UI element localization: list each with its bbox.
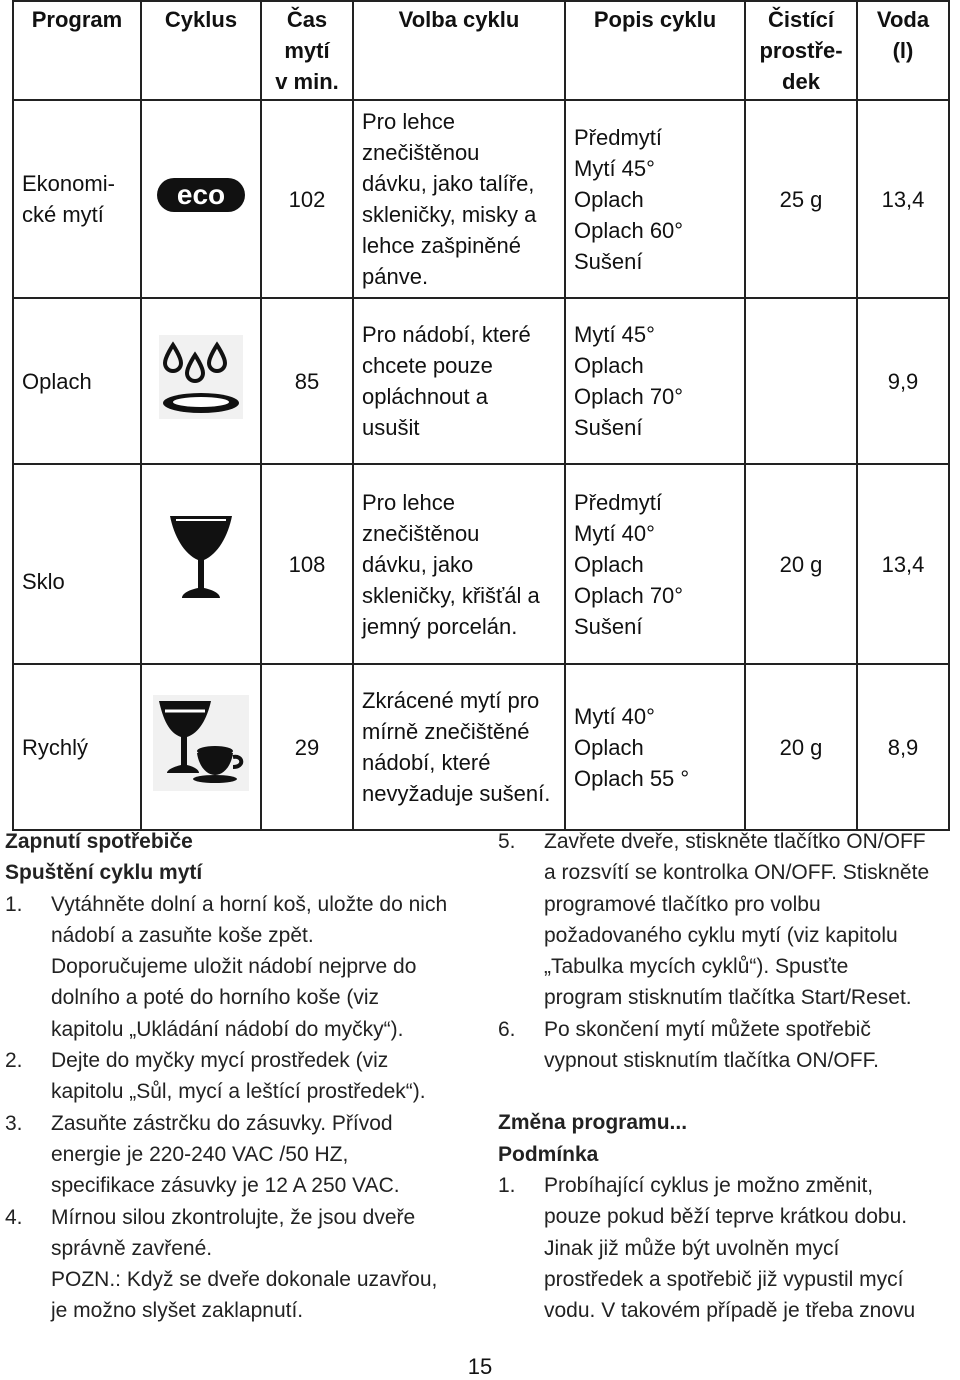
water-cell: 9,9 (857, 298, 949, 464)
header-description: Popis cyklu (565, 1, 745, 100)
detergent-cell: 20 g (745, 664, 857, 830)
list-item (498, 1014, 953, 1077)
table-header-row (13, 1, 949, 100)
description-cell: Předmytí Mytí 45° Oplach Oplach 60° Sušení (565, 100, 745, 298)
heading-change-program: Změna programu... (498, 1111, 688, 1135)
header-program: Program (13, 1, 141, 100)
eco-icon (155, 175, 247, 215)
detergent-cell: 20 g (745, 464, 857, 664)
header-choice: Volba cyklu (353, 1, 565, 100)
table-row (13, 298, 949, 464)
description-cell: Mytí 45° Oplach Oplach 70° Sušení (565, 298, 745, 464)
item-number: 4. (5, 1205, 23, 1229)
item-number: 1. (498, 1173, 516, 1197)
list-item (5, 1108, 470, 1202)
choice-cell: Pro lehce znečištěnou dávku, jako skleničky, křišťál a jemný porcelán. (353, 464, 565, 664)
water-cell: 13,4 (857, 464, 949, 664)
cycle-icon-cell (141, 298, 261, 464)
page-number: 15 (467, 1354, 493, 1379)
list-item (5, 889, 470, 1045)
program-cell: Sklo (13, 464, 141, 664)
wash-cycles-table (12, 0, 950, 831)
program-cell: Rychlý (13, 664, 141, 830)
table-row (13, 664, 949, 830)
cycle-icon-cell (141, 100, 261, 298)
item-text: Dejte do myčky mycí prostředek (viz kapitolu „Sůl, mycí a leštící prostředek“). (51, 1049, 426, 1104)
item-number: 2. (5, 1049, 23, 1073)
time-cell: 108 (261, 464, 353, 664)
list-item (498, 826, 953, 1014)
item-text: Vytáhněte dolní a horní koš, uložte do nich nádobí a zasuňte koše zpět. Doporučujeme uložit nádobí nejprve do dolního a poté do horního koše (viz kapitolu „Ukládání nádobí do myčky“). (51, 892, 448, 1041)
item-number: 3. (5, 1111, 23, 1135)
time-cell: 29 (261, 664, 353, 830)
water-cell: 13,4 (857, 100, 949, 298)
program-cell: Oplach (13, 298, 141, 464)
item-text: Mírnou silou zkontrolujte, že jsou dveře správně zavřené. (51, 1205, 416, 1260)
list-item (5, 1045, 470, 1108)
cycle-icon-cell (141, 664, 261, 830)
table-row (13, 464, 949, 664)
detergent-cell (745, 298, 857, 464)
water-drops-icon (159, 335, 243, 419)
item-text: Zasuňte zástrčku do zásuvky. Přívod energie je 220-240 VAC /50 HZ, specifikace zásuvky je 12 A 250 VAC. (51, 1111, 400, 1198)
water-cell: 8,9 (857, 664, 949, 830)
right-column (498, 826, 953, 1326)
left-column (5, 826, 470, 1327)
description-cell: Mytí 40° Oplach Oplach 55 ° (565, 664, 745, 830)
time-cell: 85 (261, 298, 353, 464)
glass-and-cup-icon (153, 695, 249, 791)
choice-cell: Pro lehce znečištěnou dávku, jako talíře, skleničky, misky a lehce zašpiněné pánve. (353, 100, 565, 298)
time-cell: 102 (261, 100, 353, 298)
heading-start-cycle: Spuštění cyklu mytí (5, 861, 203, 885)
cycle-icon-cell (141, 464, 261, 664)
list-item (5, 1202, 470, 1265)
item-text: Zavřete dveře, stiskněte tlačítko ON/OFF a rozsvítí se kontrolka ON/OFF. Stiskněte programové tlačítko pro volbu požadovaného cyklu mytí (viz kapitolu „Tabulka mycích cyklů“). Spusťte program stisknutím tlačítka Start/Reset. (544, 830, 930, 1010)
item-number: 6. (498, 1017, 516, 1041)
note-text: POZN.: Když se dveře dokonale uzavřou, je možno slyšet zaklapnutí. (51, 1268, 438, 1323)
heading-power-on: Zapnutí spotřebiče (5, 830, 193, 853)
choice-cell: Pro nádobí, které chcete pouze opláchnout a usušit (353, 298, 565, 464)
header-cycle: Cyklus (141, 1, 261, 100)
table-row (13, 100, 949, 298)
header-detergent: Čistící prostře- dek (745, 1, 857, 100)
item-number: 5. (498, 830, 516, 853)
program-cell: Ekonomi- cké mytí (13, 100, 141, 298)
svg-text:eco: eco (176, 179, 226, 210)
header-time: Čas mytí v min. (261, 1, 353, 100)
choice-cell: Zkrácené mytí pro mírně znečištěné nádobí, které nevyžaduje sušení. (353, 664, 565, 830)
item-text: Po skončení mytí můžete spotřebič vypnout stisknutím tlačítka ON/OFF. (544, 1017, 879, 1073)
wine-glass-icon (166, 510, 236, 610)
header-water: Voda (l) (857, 1, 949, 100)
heading-condition: Podmínka (498, 1142, 599, 1166)
item-text: Probíhající cyklus je možno změnit, pouze pokud běží teprve krátkou dobu. Jinak již může být uvolněn mycí prostředek a spotřebič již vypustil mycí vodu. V takovém případě je třeba znovu (544, 1173, 916, 1323)
list-item (498, 1170, 953, 1326)
description-cell: Předmytí Mytí 40° Oplach Oplach 70° Sušení (565, 464, 745, 664)
item-number: 1. (5, 892, 23, 916)
detergent-cell: 25 g (745, 100, 857, 298)
